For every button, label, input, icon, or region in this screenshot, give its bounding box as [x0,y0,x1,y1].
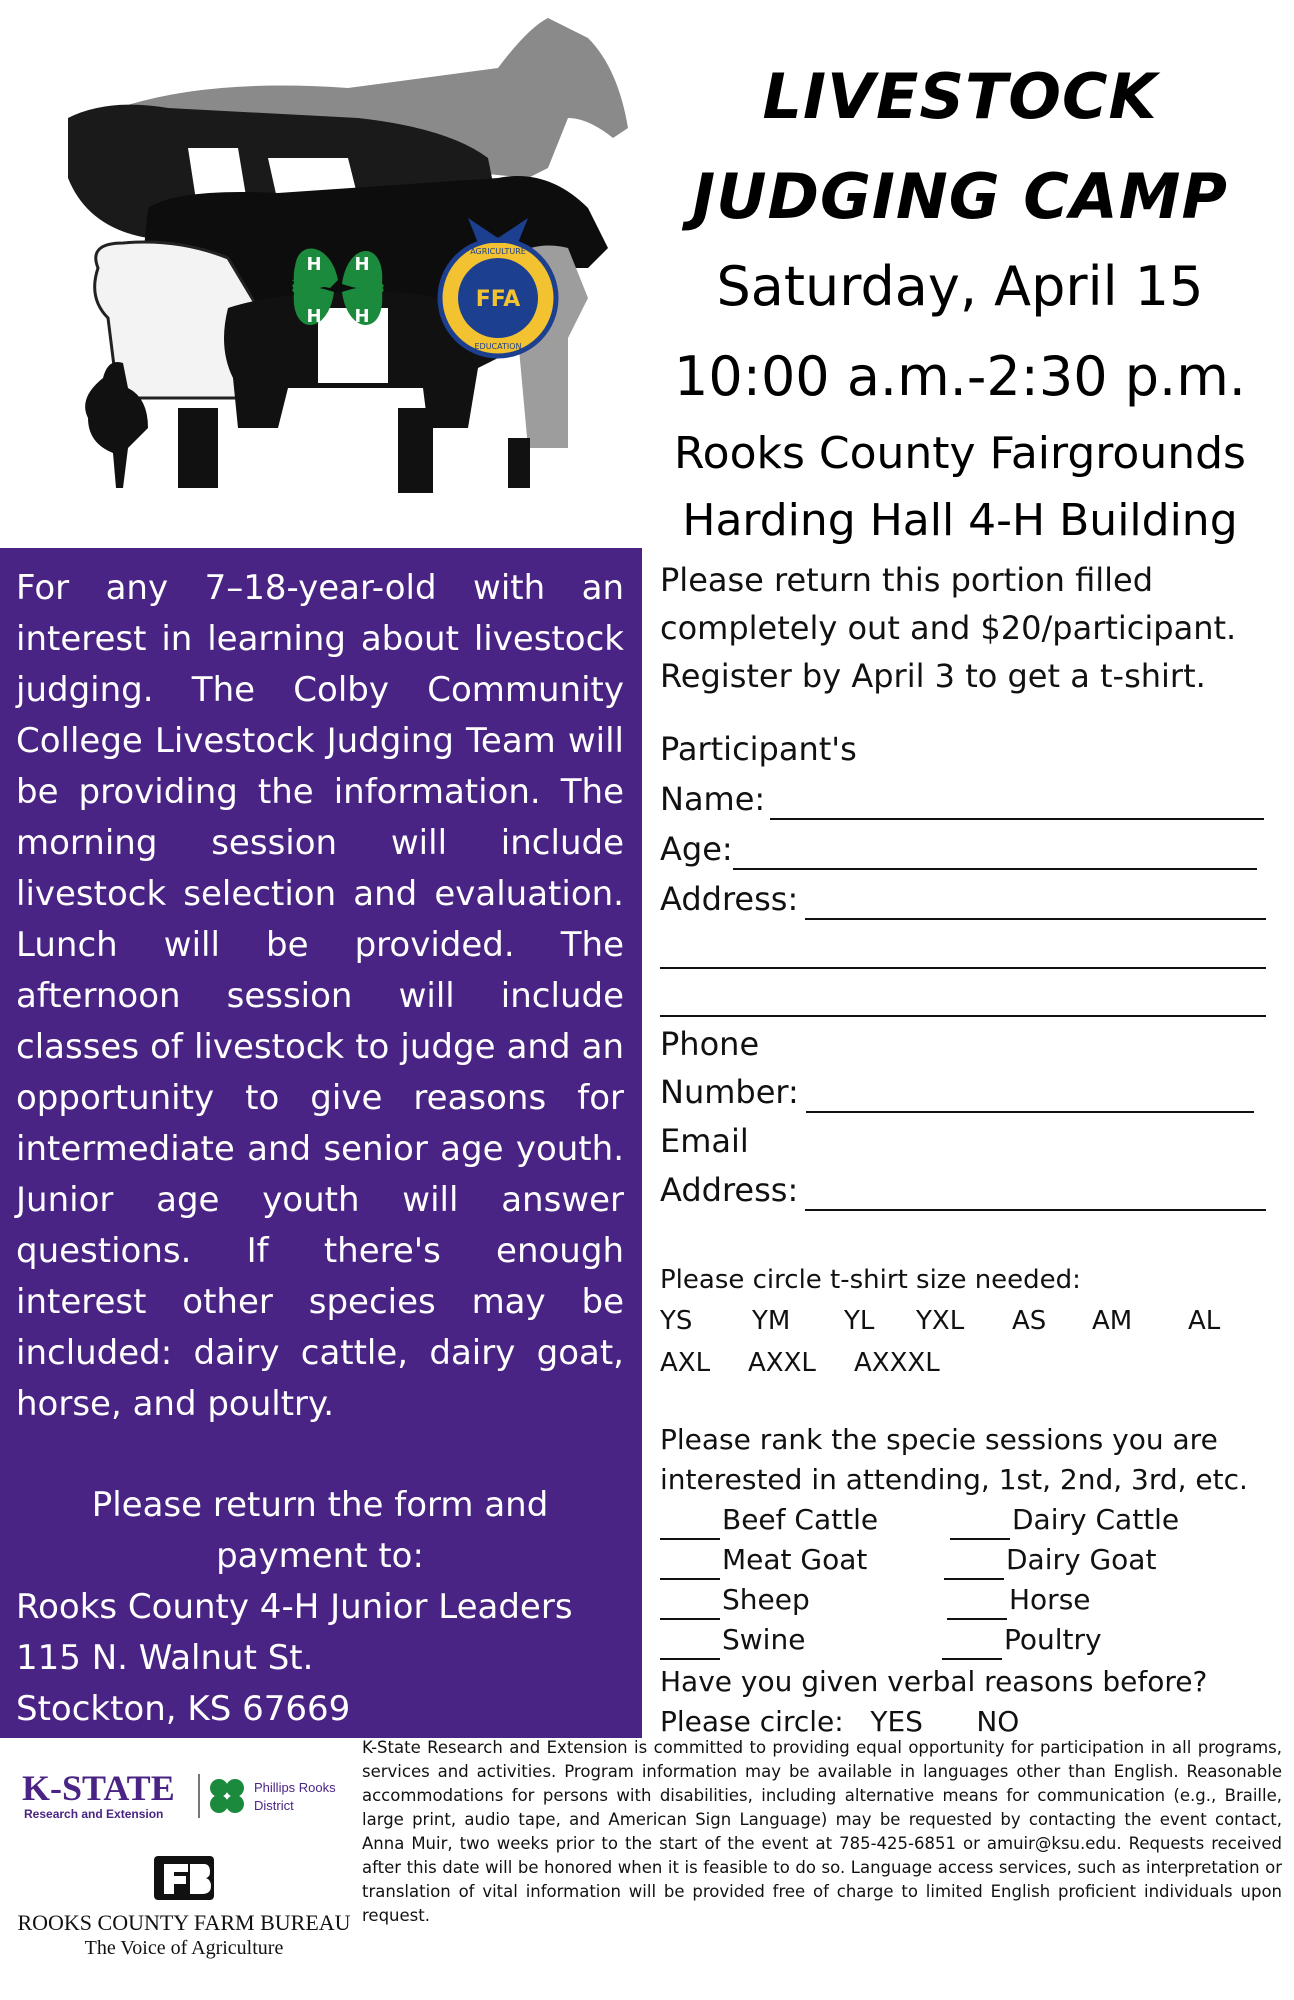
rank-blank[interactable] [660,1548,720,1580]
email-label: Email [660,1122,749,1160]
email-field[interactable] [805,1209,1266,1211]
kstate-logo [22,1760,352,1830]
district-line-2: District [254,1798,294,1813]
return-heading: Please return the form and payment to: [91,1485,549,1576]
size-am[interactable]: AM [1092,1306,1133,1336]
participant-label: Participant's [660,730,857,768]
phone-label: Phone [660,1025,760,1063]
return-city: Stockton, KS 67669 [16,1689,351,1729]
disclaimer-text: K-State Research and Extension is committed to providing equal opportunity for participation in all programs, services and activities. Program information may be available in languages other than English. Reasonable accommodations for persons with disabilities, including alternative means for communication (e.g., Braille, large print, audio tape, and American Sign Language) may be requested by contacting the event contact, Anna Muir, two weeks prior to the start of the event at 785-425-6851 or amuir@ksu.edu. Requests received after this date will be honored when it is feasible to do so. Language access services, such as interpretation or translation of vital information will be provided free of charge to limited English proficient individuals upon request. [362,1738,1282,1925]
district-line-1: Phillips Rooks [254,1780,336,1795]
rank-blank[interactable] [660,1588,720,1620]
species-label: Meat Goat [722,1543,868,1576]
rank-blank[interactable] [660,1628,720,1660]
four-h-small-icon [210,1779,244,1813]
size-al[interactable]: AL [1188,1306,1221,1336]
return-street: 115 N. Walnut St. [16,1638,314,1678]
ffa-ring-bottom: EDUCATION [474,342,522,351]
rank-poultry[interactable] [942,1620,1102,1660]
tshirt-sizes [660,1300,1260,1384]
rank-dairy-cattle[interactable] [950,1500,1179,1540]
address-field-1[interactable] [805,918,1266,920]
species-label: Beef Cattle [722,1503,879,1536]
species-label: Dairy Cattle [1012,1503,1180,1536]
email-address-label: Address: [660,1171,799,1209]
ffa-ring-top: AGRICULTURE [470,247,526,256]
title-line-2: JUDGING CAMP [692,160,1228,233]
event-date: Saturday, April 15 [716,255,1204,318]
address-field-2[interactable] [660,967,1266,969]
rank-blank[interactable] [944,1548,1004,1580]
name-field[interactable] [770,818,1264,820]
venue-line-1: Rooks County Fairgrounds [674,428,1246,479]
rank-beef-cattle[interactable] [660,1500,878,1540]
rank-dairy-goat[interactable] [944,1540,1156,1580]
address-field-3[interactable] [660,1015,1266,1017]
camp-description: For any 7–18-year-old with an interest in learning about livestock judging. The Colby Community College Livestock Judging Team will be providing the information. The morning session will include livestock selection and evaluation. Lunch will be provided. The afternoon session will include classes of livestock to judge and an opportunity to give reasons for intermediate and senior age youth. Junior age youth will answer questions. If there's enough interest other species may be included: dairy cattle, dairy goat, horse, and poultry. [16,568,624,1424]
species-label: Sheep [722,1583,810,1616]
size-axl[interactable]: AXL [660,1348,711,1378]
size-ym[interactable]: YM [752,1306,791,1336]
size-as[interactable]: AS [1012,1306,1047,1336]
rank-blank[interactable] [942,1628,1002,1660]
phone-field[interactable] [806,1111,1254,1113]
rank-blank[interactable] [947,1588,1007,1620]
age-field[interactable] [733,868,1257,870]
farm-bureau-logo [14,1852,354,1972]
rank-blank[interactable] [950,1508,1010,1540]
verbal-reasons-question: Have you given verbal reasons before? [660,1665,1208,1698]
four-h-letter-1: H [306,254,322,275]
tshirt-heading: Please circle t-shirt size needed: [660,1265,1081,1295]
species-label: Swine [722,1623,806,1656]
farm-bureau-tagline: The Voice of Agriculture [84,1937,284,1959]
event-time: 10:00 a.m.-2:30 p.m. [674,345,1246,408]
size-yxl[interactable]: YXL [916,1306,965,1336]
kstate-name: K-STATE [22,1768,175,1808]
rank-sheep[interactable] [660,1580,810,1620]
age-label: Age: [660,830,733,868]
return-org: Rooks County 4-H Junior Leaders [16,1587,573,1627]
venue-line-2: Harding Hall 4-H Building [682,495,1238,546]
size-ys[interactable]: YS [660,1306,693,1336]
title-line-1: LIVESTOCK [762,60,1158,133]
no-option[interactable]: NO [976,1705,1020,1738]
address-label: Address: [660,880,799,918]
size-axxxl[interactable]: AXXXL [854,1348,940,1378]
kstate-sub: Research and Extension [24,1807,164,1821]
rank-meat-goat[interactable] [660,1540,867,1580]
species-label: Poultry [1004,1623,1102,1656]
livestock-illustration [28,8,628,513]
species-label: Dairy Goat [1006,1543,1157,1576]
farm-bureau-name: ROOKS COUNTY FARM BUREAU [17,1910,351,1935]
size-axxl[interactable]: AXXL [748,1348,816,1378]
return-address [16,1582,636,1735]
species-label: Horse [1009,1583,1091,1616]
yes-option[interactable]: YES [870,1705,923,1738]
rank-horse[interactable] [947,1580,1091,1620]
size-yl[interactable]: YL [844,1306,875,1336]
rank-blank[interactable] [660,1508,720,1540]
farm-bureau-emblem-icon [154,1856,214,1900]
four-h-letter-2: H [354,254,370,275]
rank-swine[interactable] [660,1620,805,1660]
rank-heading: Please rank the specie sessions you are interested in attending, 1st, 2nd, 3rd, etc. [660,1423,1248,1496]
four-h-letter-4: H [354,306,370,327]
ffa-text: FFA [475,287,521,312]
name-label: Name: [660,780,766,818]
circle-label: Please circle: [660,1705,844,1738]
form-intro: Please return this portion filled completely out and $20/participant. Register by April 3 to get a t-shirt. [660,561,1237,695]
phone-number-label: Number: [660,1073,799,1111]
four-h-letter-3: H [306,306,322,327]
